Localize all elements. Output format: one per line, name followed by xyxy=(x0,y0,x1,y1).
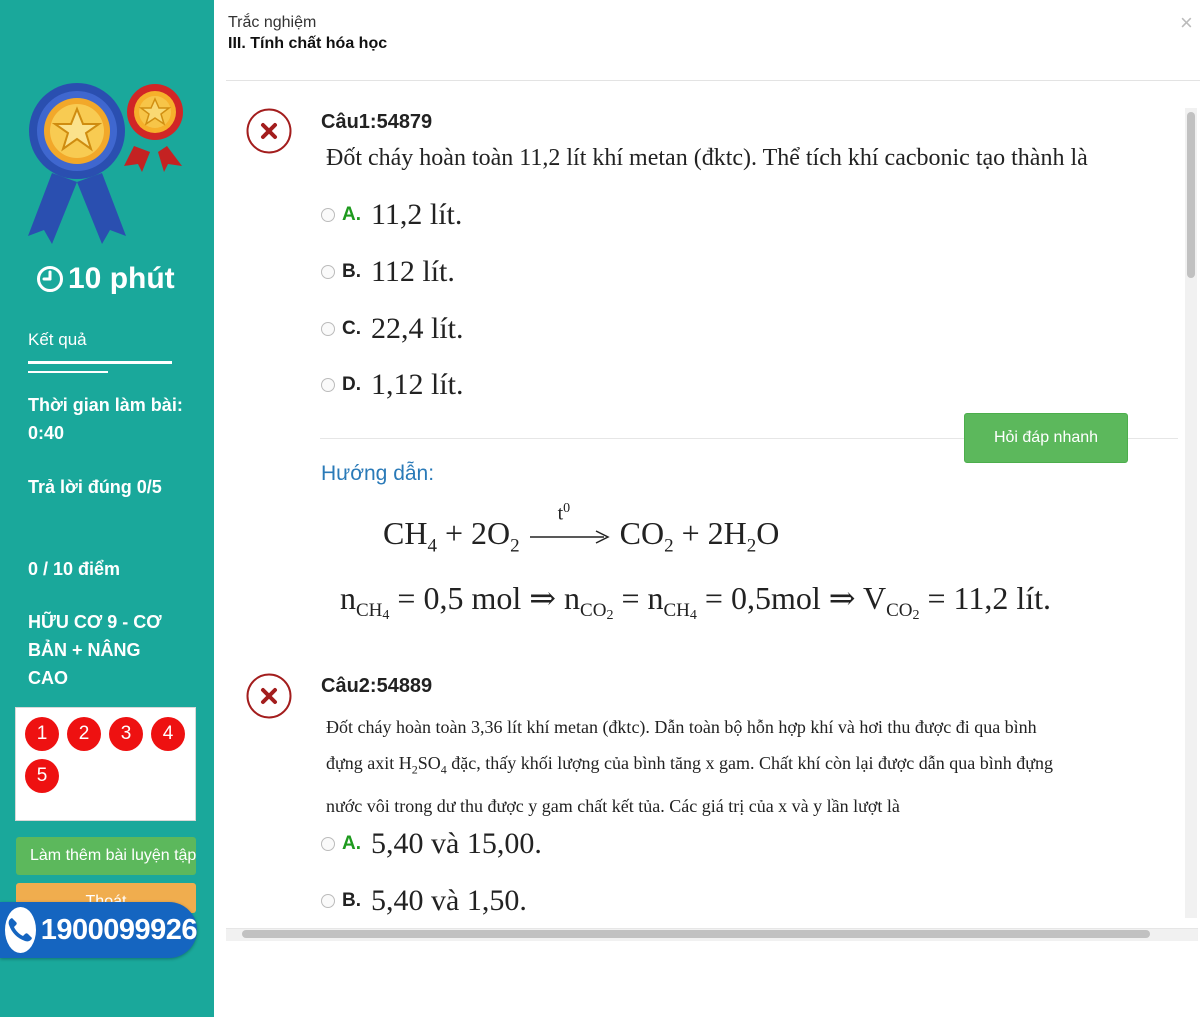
radio-button[interactable] xyxy=(321,894,335,908)
option-text: 112 lít. xyxy=(371,255,455,288)
question-nav-3[interactable]: 3 xyxy=(109,717,143,751)
radio-button[interactable] xyxy=(321,265,335,279)
divider xyxy=(28,361,172,364)
option-d[interactable] xyxy=(321,368,464,402)
timer-label: 10 phút xyxy=(68,262,175,295)
wrong-icon xyxy=(246,108,292,154)
question-2-title: Câu2:54889 xyxy=(321,675,433,697)
option-letter: C. xyxy=(342,318,361,339)
hotline-banner[interactable] xyxy=(0,902,197,958)
clock-icon xyxy=(36,265,64,293)
question-nav-1[interactable]: 1 xyxy=(25,717,59,751)
option-text: 5,40 và 1,50. xyxy=(371,884,527,917)
option-a[interactable] xyxy=(321,827,542,861)
score: 0 / 10 điểm xyxy=(28,559,121,579)
question-nav-4[interactable]: 4 xyxy=(151,717,185,751)
correct-count: Trả lời đúng 0/5 xyxy=(28,477,162,497)
option-letter: A. xyxy=(342,204,361,225)
option-letter: B. xyxy=(342,890,361,911)
page-title: III. Tính chất hóa học xyxy=(228,35,388,52)
radio-button[interactable] xyxy=(321,208,335,222)
equation-2: $n_{CH_4} = 0,5$ mol ⇒ $n_{CO_2} = n_{CH_4} = 0,5mol$ ⇒ $V_{CO_2} = 11,2$ lít. xyxy=(340,580,1052,624)
header xyxy=(228,14,387,53)
radio-button[interactable] xyxy=(321,322,335,336)
question-navigator xyxy=(15,707,196,821)
course-name: HỮU CƠ 9 - CƠ BẢN + NÂNG CAO xyxy=(28,612,162,688)
guide-title: Hướng dẫn: xyxy=(321,462,435,485)
option-text: 1,12 lít. xyxy=(371,368,464,401)
option-b[interactable] xyxy=(321,255,455,289)
question-2-text: Đốt cháy hoàn toàn 3,36 lít khí metan (đktc). Dẫn toàn bộ hỗn hợp khí và hơi thu được đi qua bình đựng axit $H_2SO_4$ đặc, thấy khối lượng của bình tăng x gam. Chất khí còn lại được dẫn qua bình đựng nước vôi trong dư thu được y gam chất kết tủa. Các giá trị của x và y lần lượt là xyxy=(326,717,1053,816)
option-text: 22,4 lít. xyxy=(371,312,464,345)
option-letter: B. xyxy=(342,261,361,282)
breadcrumb[interactable]: Trắc nghiệm xyxy=(228,14,317,31)
option-c[interactable] xyxy=(321,312,464,346)
option-letter: A. xyxy=(342,833,361,854)
phone-icon xyxy=(2,904,39,956)
result-title: Kết quả xyxy=(28,330,87,349)
option-a[interactable] xyxy=(321,198,462,232)
reaction-arrow: $t^0$ xyxy=(528,527,612,547)
radio-button[interactable] xyxy=(321,837,335,851)
option-b[interactable] xyxy=(321,884,527,918)
medal-icon xyxy=(22,78,192,248)
sidebar xyxy=(0,0,214,1017)
equation-1: $CH_4 + 2O_2$ $t^0$ $CO_2 + 2H_2O$ xyxy=(383,500,780,557)
question-1-text: Đốt cháy hoàn toàn 11,2 lít khí metan (đktc). Thể tích khí cacbonic tạo thành là xyxy=(326,145,1088,171)
question-nav-5[interactable]: 5 xyxy=(25,759,59,793)
quiz-content xyxy=(226,81,1184,929)
question-nav-2[interactable]: 2 xyxy=(67,717,101,751)
timer xyxy=(36,262,175,296)
close-icon[interactable]: × xyxy=(1180,10,1193,35)
question-1-title: Câu1:54879 xyxy=(321,111,433,133)
horizontal-scroll-thumb[interactable] xyxy=(242,930,1150,938)
wrong-icon xyxy=(246,673,292,719)
more-practice-button[interactable]: Làm thêm bài luyện tập xyxy=(16,837,196,875)
divider xyxy=(28,371,108,373)
vertical-scroll-thumb[interactable] xyxy=(1187,112,1195,278)
option-letter: D. xyxy=(342,374,361,395)
time-taken: Thời gian làm bài: 0:40 xyxy=(28,395,183,443)
option-text: 11,2 lít. xyxy=(371,198,463,231)
hotline-number: 1900099926 xyxy=(40,913,197,946)
option-text: 5,40 và 15,00. xyxy=(371,827,542,860)
radio-button[interactable] xyxy=(321,378,335,392)
quick-ask-button[interactable]: Hỏi đáp nhanh xyxy=(964,413,1128,463)
